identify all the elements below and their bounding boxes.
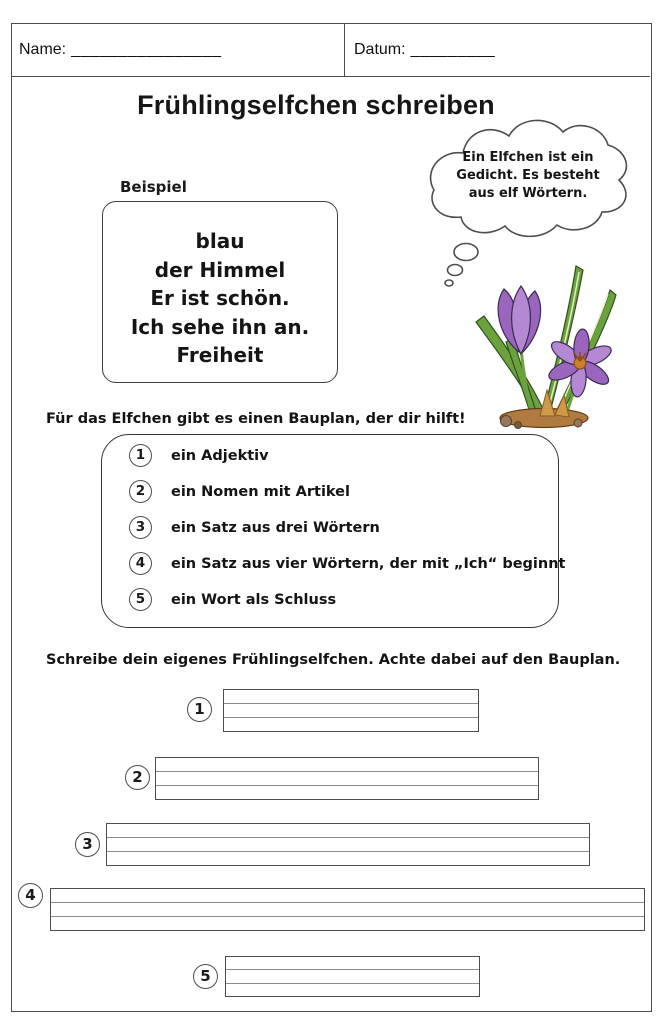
name-field — [11, 23, 344, 76]
name-blank[interactable]: ________________ — [71, 40, 222, 58]
row-number-3: 3 — [75, 832, 100, 857]
bauplan-item — [129, 552, 566, 575]
writing-lines-2[interactable] — [155, 757, 539, 800]
item-number-badge: 4 — [129, 552, 152, 575]
bubble-line: Ein Elfchen ist ein — [462, 150, 594, 165]
bauplan-intro: Für das Elfchen gibt es einen Bauplan, der dir hilft! — [46, 411, 466, 427]
bauplan-item — [129, 444, 558, 467]
writing-lines-4[interactable] — [50, 888, 645, 931]
item-text: ein Satz aus drei Wörtern — [171, 519, 380, 536]
item-number-badge: 2 — [129, 480, 152, 503]
bauplan-item — [129, 516, 558, 539]
task-instruction: Schreibe dein eigenes Frühlingselfchen. Achte dabei auf den Bauplan. — [46, 652, 621, 668]
poem-line: Ich sehe ihn an. — [130, 314, 310, 339]
poem-line: Er ist schön. — [150, 286, 290, 310]
writing-lines-1[interactable] — [223, 689, 479, 732]
row-number-5: 5 — [193, 964, 218, 989]
row-number-2: 2 — [125, 765, 150, 790]
item-number-badge: 3 — [129, 516, 152, 539]
page-title: Frühlingselfchen schreiben — [137, 90, 495, 120]
item-text: ein Satz aus vier Wörtern, der mit „Ich“ beginnt — [171, 555, 566, 572]
datum-blank[interactable]: _________ — [410, 40, 496, 58]
poem-line: der Himmel — [154, 257, 286, 282]
item-text: ein Wort als Schluss — [171, 591, 337, 608]
thought-bubble-text — [440, 149, 616, 203]
bauplan-box — [101, 434, 566, 628]
row-number-1: 1 — [187, 697, 212, 722]
header — [11, 23, 650, 77]
poem-line: Freiheit — [176, 343, 264, 367]
item-number-badge: 5 — [129, 588, 152, 611]
bauplan-item — [129, 480, 558, 503]
name-label: Name: — [19, 40, 67, 58]
writing-lines-5[interactable] — [225, 956, 480, 997]
example-poem-box — [102, 201, 338, 383]
poem-line: blau — [195, 229, 245, 253]
datum-label: Datum: — [354, 40, 406, 58]
row-number-4: 4 — [18, 883, 43, 908]
bubble-line: Gedicht. Es besteht — [456, 168, 600, 183]
bauplan-item — [129, 588, 558, 611]
item-text: ein Nomen mit Artikel — [171, 483, 350, 500]
item-text: ein Adjektiv — [171, 447, 269, 464]
item-number-badge: 1 — [129, 444, 152, 467]
writing-lines-3[interactable] — [106, 823, 590, 866]
example-label: Beispiel — [120, 178, 187, 196]
bubble-line: aus elf Wörtern. — [468, 186, 588, 201]
crocus-illustration — [458, 264, 633, 430]
datum-field — [344, 23, 650, 76]
